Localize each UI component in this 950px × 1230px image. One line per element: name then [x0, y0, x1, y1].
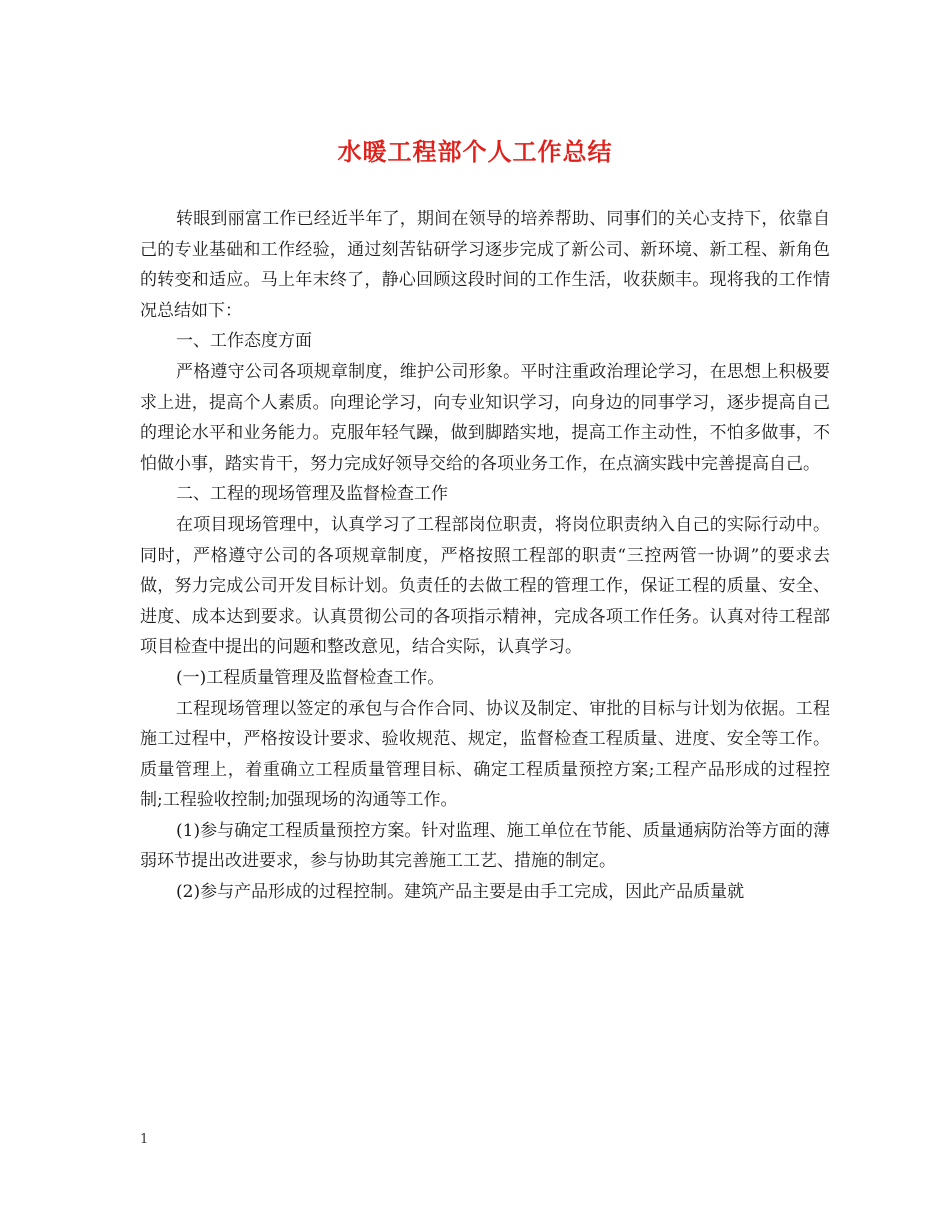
- paragraph: 工程现场管理以签定的承包与合作合同、协议及制定、审批的目标与计划为依据。工程施工过程中，严格按设计要求、验收规范、规定，监督检查工程质量、进度、安全等工作。质量管理上，着重确立工程质量管理目标、确定工程质量预控方案;工程产品形成的过程控制;工程验收控制;加强现场的沟通等工作。: [140, 698, 830, 811]
- paragraph: (1)参与确定工程质量预控方案。针对监理、施工单位在节能、质量通病防治等方面的薄弱环节提出改进要求，参与协助其完善施工工艺、措施的制定。: [140, 820, 830, 872]
- paragraph: 严格遵守公司各项规章制度，维护公司形象。平时注重政治理论学习，在思想上积极要求上进，提高个人素质。向理论学习，向专业知识学习，向身边的同事学习，逐步提高自己的理论水平和业务能力。克服年轻气躁，做到脚踏实地，提高工作主动性，不怕多做事，不怕做小事，踏实肯干，努力完成好领导交给的各项业务工作，在点滴实践中完善提高自己。: [140, 361, 830, 474]
- document-body: [140, 204, 830, 908]
- document-title: 水暖工程部个人工作总结: [337, 137, 613, 166]
- subsection-heading: (一)工程质量管理及监督检查工作。: [176, 667, 445, 688]
- section-heading: 二、工程的现场管理及监督检查工作: [176, 484, 448, 505]
- paragraph: 在项目现场管理中，认真学习了工程部岗位职责，将岗位职责纳入自己的实际行动中。同时，严格遵守公司的各项规章制度，严格按照工程部的职责“三控两管一协调”的要求去做，努力完成公司开发目标计划。负责任的去做工程的管理工作，保证工程的质量、安全、进度、成本达到要求。认真贯彻公司的各项指示精神，完成各项工作任务。认真对待工程部项目检查中提出的问题和整改意见，结合实际，认真学习。: [140, 514, 830, 658]
- page-number: 1: [140, 1132, 149, 1147]
- section-heading: 一、工作态度方面: [176, 331, 312, 352]
- paragraph: (2)参与产品形成的过程控制。建筑产品主要是由手工完成，因此产品质量就: [176, 882, 745, 903]
- paragraph: 转眼到丽富工作已经近半年了，期间在领导的培养帮助、同事们的关心支持下，依靠自己的专业基础和工作经验，通过刻苦钻研学习逐步完成了新公司、新环境、新工程、新角色的转变和适应。马上年末终了，静心回顾这段时间的工作生活，收获颇丰。现将我的工作情况总结如下：: [140, 209, 830, 321]
